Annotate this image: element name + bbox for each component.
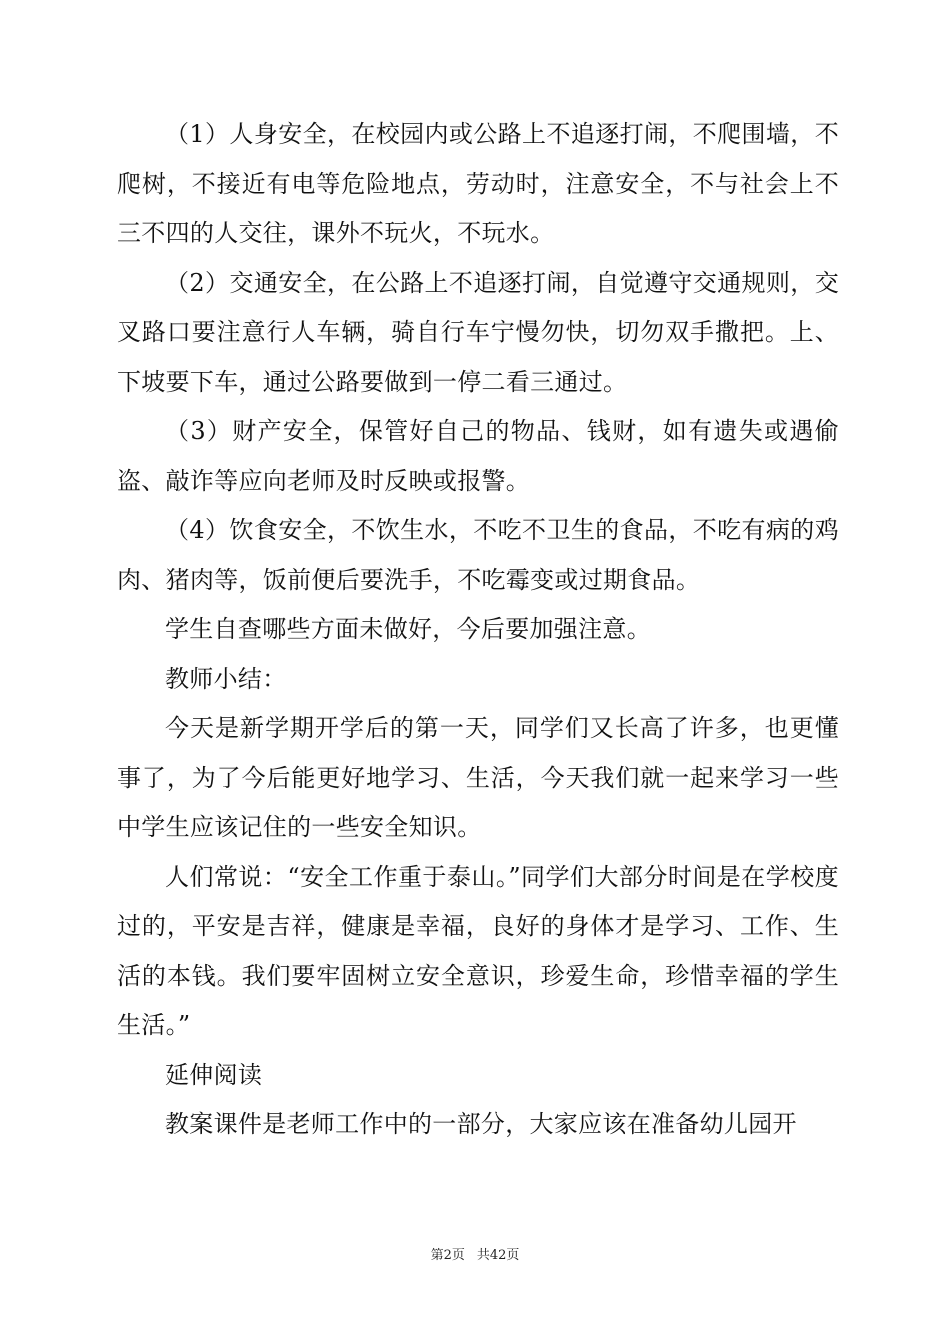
page-total: 共42页 [476,1248,520,1263]
paragraph-property-safety: （3）财产安全，保管好自己的物品、钱财，如有遗失或遇偷盗、敲诈等应向老师及时反映或报警。 [117,417,839,495]
paragraph-extended-reading-heading: 延伸阅读 [165,1060,263,1089]
page-number: 第2页 [430,1248,465,1263]
paragraph-teacher-summary-heading: 教师小结： [165,664,287,693]
paragraph-summary-safety-saying: 人们常说：“安全工作重于泰山。”同学们大部分时间是在学校度过的，平安是吉祥，健康是幸福，良好的身体才是学习、工作、生活的本钱。我们要牢固树立安全意识，珍爱生命，珍惜幸福的学生生活。” [117,862,839,1039]
paragraph-summary-first-day: 今天是新学期开学后的第一天，同学们又长高了许多，也更懂事了，为了今后能更好地学习、生活，今天我们就一起来学习一些中学生应该记住的一些安全知识。 [117,714,839,841]
paragraph-traffic-safety: （2）交通安全，在公路上不追逐打闹，自觉遵守交通规则，交叉路口要注意行人车辆，骑自行车宁慢勿快，切勿双手撒把。上、下坡要下车，通过公路要做到一停二看三通过。 [117,268,839,396]
paragraph-extended-reading-text: 教案课件是老师工作中的一部分，大家应该在准备幼儿园开 [165,1110,797,1138]
paragraph-food-safety: （4）饮食安全，不饮生水，不吃不卫生的食品，不吃有病的鸡肉、猪肉等，饭前便后要洗手，不吃霉变或过期食品。 [117,516,839,594]
paragraph-personal-safety: （1）人身安全，在校园内或公路上不追逐打闹，不爬围墙，不爬树，不接近有电等危险地点，劳动时，注意安全，不与社会上不三不四的人交往，课外不玩火，不玩水。 [117,120,839,247]
document-body [117,110,839,1150]
page-footer [0,1247,950,1265]
paragraph-student-self-check: 学生自查哪些方面未做好，今后要加强注意。 [165,615,651,643]
